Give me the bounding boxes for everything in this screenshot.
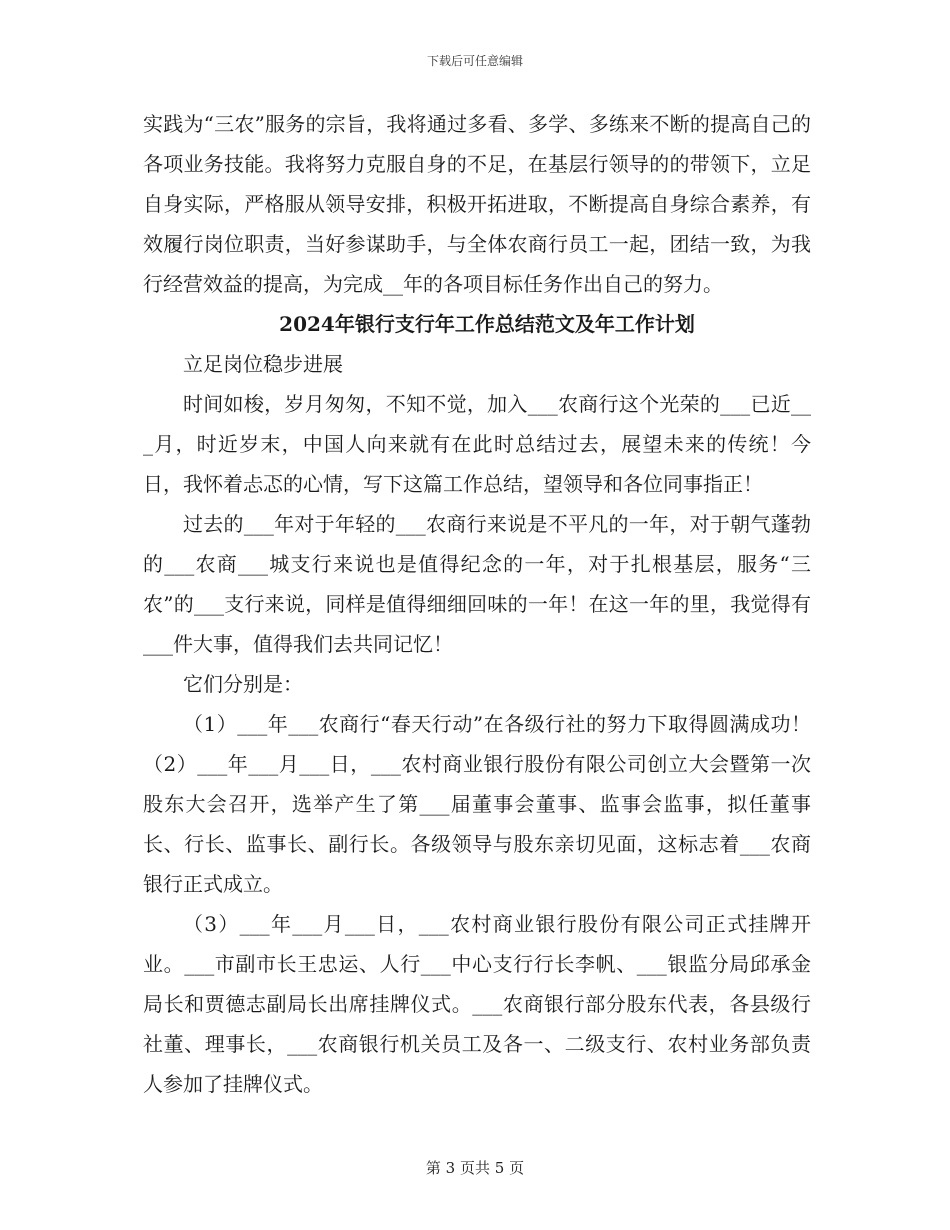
body-paragraph: 时间如梭，岁月匆匆，不知不觉，加入___农商行这个光荣的___已近___月，时近岁末，中国人向来就有在此时总结过去，展望未来的传统！今日，我怀着忐忑的心情，写下这篇工作总结，望领导和各位同事指正！ bbox=[143, 392, 811, 496]
body-paragraph: 过去的___年对于年轻的___农商行来说是不平凡的一年，对于朝气蓬勃的___农商___城支行来说也是值得纪念的一年，对于扎根基层，服务“三农”的___支行来说，同样是值得细细回味的一年！在这一年的里，我觉得有___件大事，值得我们去共同记忆！ bbox=[143, 512, 811, 656]
body-paragraph: （3）___年___月___日，___农村商业银行股份有限公司正式挂牌开业。___市副市长王忠运、人行___中心支行行长李帆、___银监分局邱承金局长和贾德志副局长出席挂牌仪式。___农商银行部分股东代表，各县级行社董、理事长，___农商银行机关员工及各一、二级支行、农村业务部负责人参加了挂牌仪式。 bbox=[143, 912, 811, 1096]
body-paragraph: （1）___年___农商行“春天行动”在各级行社的努力下取得圆满成功！（2）___年___月___日，___农村商业银行股份有限公司创立大会暨第一次股东大会召开，选举产生了第___届董事会董事、监事会监事，拟任董事长、行长、监事长、副行长。各级领导与股东亲切见面，这标志着___农商银行正式成立。 bbox=[143, 712, 811, 896]
page-header: 下载后可任意编辑 bbox=[426, 54, 523, 68]
section-subtitle: 立足岗位稳步进展 bbox=[183, 352, 343, 376]
document-title: 2024年银行支行年工作总结范文及年工作计划 bbox=[279, 312, 695, 336]
intro-paragraph: 实践为“三农”服务的宗旨，我将通过多看、多学、多练来不断的提高自己的各项业务技能。我将努力克服自身的不足，在基层行领导的的带领下，立足自身实际，严格服从领导安排，积极开拓进取，不断提高自身综合素养，有效履行岗位职责，当好参谋助手，与全体农商行员工一起，团结一致，为我行经营效益的提高，为完成__年的各项目标任务作出自己的努力。 bbox=[143, 112, 811, 296]
body-paragraph: 它们分别是： bbox=[183, 672, 303, 696]
document-body bbox=[143, 104, 811, 1104]
page-number: 第 3 页共 5 页 bbox=[425, 1159, 525, 1177]
